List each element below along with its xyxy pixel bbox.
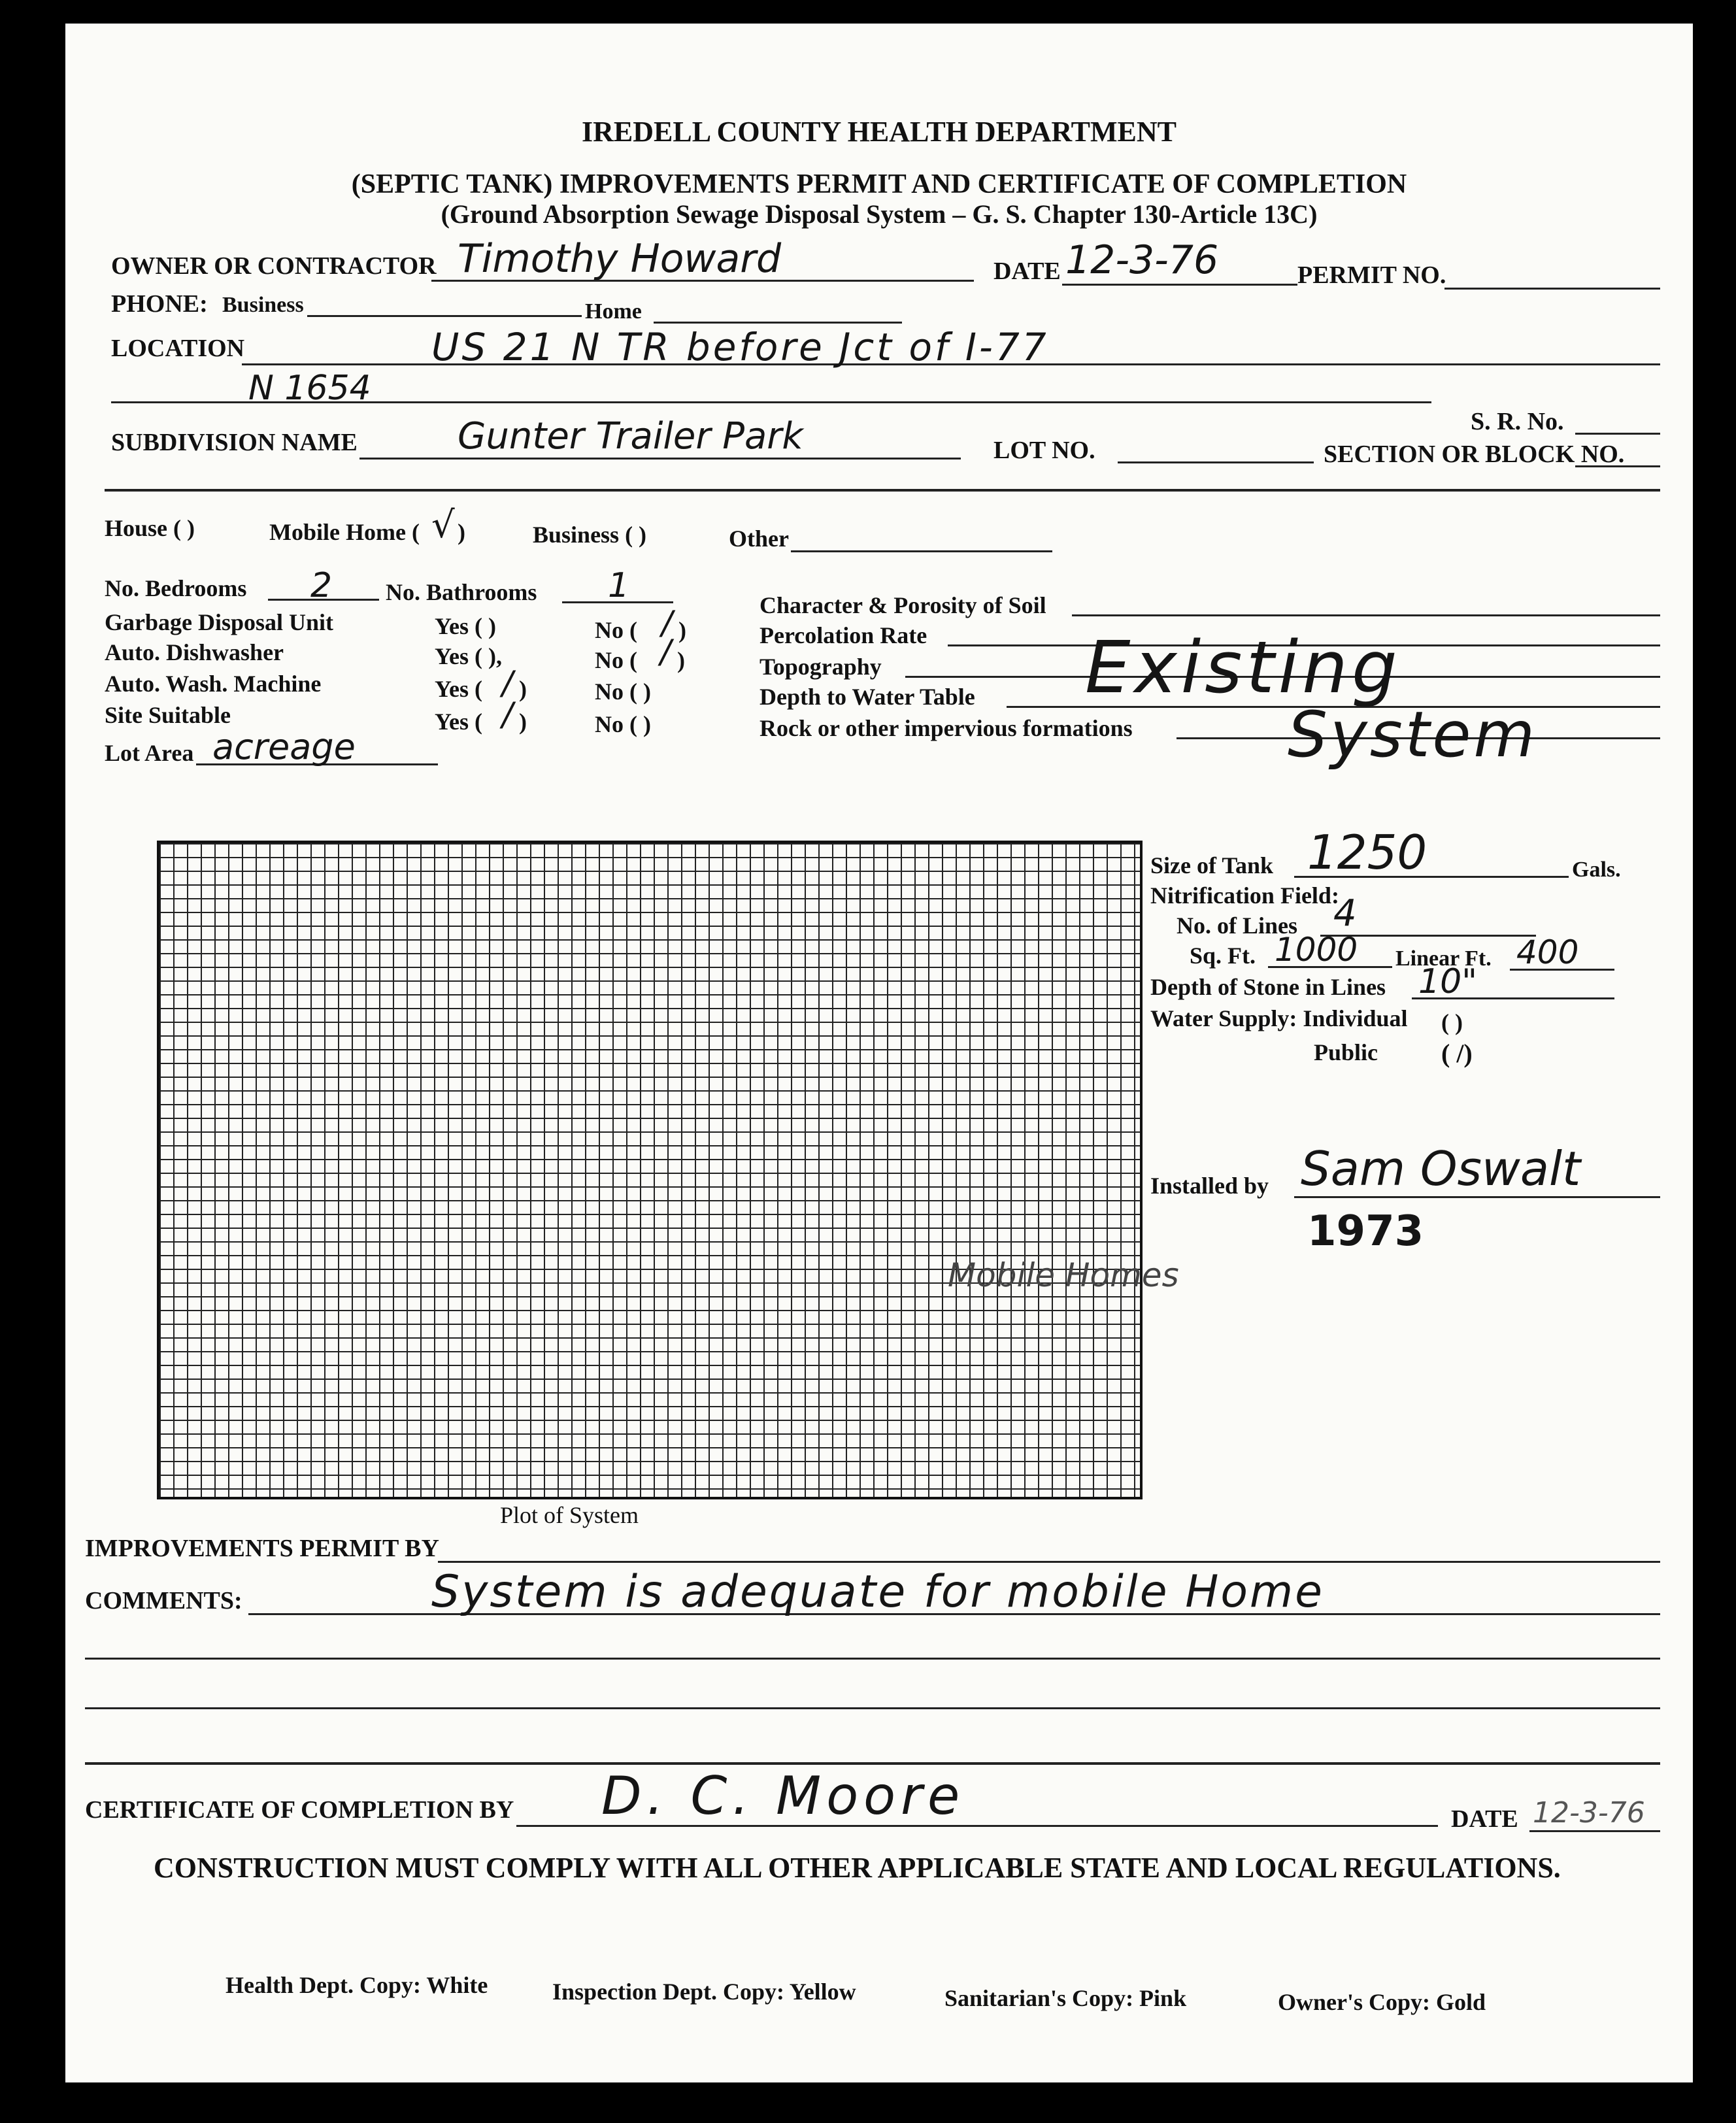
gals-label: Gals. xyxy=(1572,858,1621,882)
installed-by-label: Installed by xyxy=(1150,1173,1269,1199)
location-underline-2 xyxy=(111,401,1431,403)
bedrooms-value[interactable]: 2 xyxy=(310,566,333,605)
business-checkbox[interactable]: Business ( ) xyxy=(533,522,647,548)
garbage-no-mark[interactable]: / xyxy=(661,604,673,642)
water-table-label: Depth to Water Table xyxy=(760,684,975,710)
plot-caption: Plot of System xyxy=(500,1502,639,1528)
mobile-home-close: ) xyxy=(458,519,465,545)
form-subtitle: (Ground Absorption Sewage Disposal System – G. S. Chapter 130-Article 13C) xyxy=(441,199,1318,229)
water-supply-label: Water Supply: Individual xyxy=(1150,1005,1408,1031)
certificate-label: CERTIFICATE OF COMPLETION BY xyxy=(85,1796,514,1824)
dishwasher-no: No ( xyxy=(595,647,637,673)
dishwasher-yes[interactable]: Yes ( ), xyxy=(435,643,502,669)
topography-label: Topography xyxy=(760,654,882,680)
rock-formations-label: Rock or other impervious formations xyxy=(760,715,1133,741)
certificate-date-underline xyxy=(1529,1830,1660,1832)
bathrooms-value[interactable]: 1 xyxy=(608,566,630,605)
phone-home-label: Home xyxy=(585,299,642,324)
garbage-yes[interactable]: Yes ( ) xyxy=(435,613,496,639)
mobile-home-label: Mobile Home ( xyxy=(269,519,420,545)
comments-underline-3[interactable] xyxy=(85,1707,1660,1709)
water-public-checkbox[interactable]: ( /) xyxy=(1441,1039,1473,1068)
comments-underline-2[interactable] xyxy=(85,1658,1660,1660)
phone-label: PHONE: xyxy=(111,290,208,318)
form-title: (SEPTIC TANK) IMPROVEMENTS PERMIT AND CERTIFICATE OF COMPLETION xyxy=(351,169,1407,199)
comments-value[interactable]: System is adequate for mobile Home xyxy=(431,1566,1325,1618)
site-suitable-yes: Yes ( xyxy=(435,709,482,735)
garbage-disposal-label: Garbage Disposal Unit xyxy=(105,609,334,635)
sqft-value[interactable]: 1000 xyxy=(1275,931,1358,969)
certificate-date-value[interactable]: 12-3-76 xyxy=(1533,1796,1645,1830)
sr-no-label: S. R. No. xyxy=(1471,408,1564,435)
dishwasher-no-mark[interactable]: / xyxy=(660,633,671,671)
plot-grid[interactable] xyxy=(157,841,1143,1499)
nitrification-label: Nitrification Field: xyxy=(1150,882,1339,909)
stone-depth-label: Depth of Stone in Lines xyxy=(1150,974,1386,1000)
section-label: SECTION OR BLOCK NO. xyxy=(1324,441,1625,468)
house-checkbox[interactable]: House ( ) xyxy=(105,515,195,541)
water-public-label: Public xyxy=(1314,1039,1378,1065)
lot-area-label: Lot Area xyxy=(105,740,194,766)
improvements-permit-field[interactable] xyxy=(438,1561,1660,1563)
soil-handwritten-system: System xyxy=(1288,698,1537,771)
permit-no-underline[interactable] xyxy=(1444,288,1660,290)
lot-no-field[interactable] xyxy=(1118,461,1314,463)
sqft-label: Sq. Ft. xyxy=(1190,943,1256,969)
installed-by-underline xyxy=(1294,1196,1660,1198)
site-suitable-label: Site Suitable xyxy=(105,702,231,728)
certificate-signature[interactable]: D. C. Moore xyxy=(601,1765,965,1826)
garbage-no: No ( xyxy=(595,617,637,643)
stone-depth-value[interactable]: 10" xyxy=(1418,962,1478,1001)
wash-machine-yes-mark[interactable]: / xyxy=(502,664,513,702)
linear-ft-label: Linear Ft. xyxy=(1395,946,1492,971)
copy-health-dept: Health Dept. Copy: White xyxy=(225,1972,488,1998)
comments-label: COMMENTS: xyxy=(85,1587,242,1614)
soil-character-field[interactable] xyxy=(1072,614,1660,616)
location-value-2[interactable]: N 1654 xyxy=(248,369,371,408)
site-suitable-yes-mark[interactable]: / xyxy=(502,695,513,733)
date-underline xyxy=(1062,284,1297,286)
copy-sanitarian: Sanitarian's Copy: Pink xyxy=(944,1985,1187,2011)
phone-home-field[interactable] xyxy=(654,322,902,324)
site-suitable-no[interactable]: No ( ) xyxy=(595,711,651,737)
copy-owner: Owner's Copy: Gold xyxy=(1278,1989,1486,2015)
compliance-notice: CONSTRUCTION MUST COMPLY WITH ALL OTHER APPLICABLE STATE AND LOCAL REGULATIONS. xyxy=(154,1852,1561,1884)
lot-no-label: LOT NO. xyxy=(993,437,1095,464)
garbage-no-close: ) xyxy=(678,617,686,643)
dishwasher-no-close: ) xyxy=(677,647,685,673)
sr-no-field[interactable] xyxy=(1575,433,1660,435)
dishwasher-label: Auto. Dishwasher xyxy=(105,639,284,665)
wash-machine-label: Auto. Wash. Machine xyxy=(105,671,322,697)
lines-value[interactable]: 4 xyxy=(1333,892,1357,935)
other-field[interactable] xyxy=(791,550,1052,552)
other-label: Other xyxy=(729,526,789,552)
tank-size-value[interactable]: 1250 xyxy=(1307,825,1427,880)
plot-note: Mobile Homes xyxy=(948,1256,1179,1294)
lot-area-value[interactable]: acreage xyxy=(212,726,356,767)
location-value-1[interactable]: US 21 N TR before Jct of I-77 xyxy=(431,325,1049,369)
permit-no-label: PERMIT NO. xyxy=(1297,261,1446,289)
installed-year[interactable]: 1973 xyxy=(1307,1207,1424,1256)
installed-by-value[interactable]: Sam Oswalt xyxy=(1301,1141,1581,1196)
phone-business-label: Business xyxy=(222,293,304,317)
wash-machine-yes-close: ) xyxy=(519,676,527,702)
subdivision-value[interactable]: Gunter Trailer Park xyxy=(458,415,803,458)
lines-label: No. of Lines xyxy=(1177,912,1298,939)
tank-size-label: Size of Tank xyxy=(1150,852,1274,878)
certificate-date-label: DATE xyxy=(1451,1805,1518,1833)
bathrooms-label: No. Bathrooms xyxy=(386,579,537,605)
phone-business-field[interactable] xyxy=(307,315,582,317)
divider-1 xyxy=(105,489,1660,492)
section-field[interactable] xyxy=(1575,465,1660,467)
soil-handwritten-existing: Existing xyxy=(1085,626,1401,709)
owner-value[interactable]: Timothy Howard xyxy=(458,236,782,282)
date-label: DATE xyxy=(993,258,1061,285)
bedrooms-label: No. Bedrooms xyxy=(105,575,247,601)
wash-machine-no[interactable]: No ( ) xyxy=(595,678,651,705)
department-title: IREDELL COUNTY HEALTH DEPARTMENT xyxy=(582,116,1177,148)
copy-inspection-dept: Inspection Dept. Copy: Yellow xyxy=(552,1979,856,2005)
mobile-home-mark[interactable]: √ xyxy=(431,504,455,546)
subdivision-underline xyxy=(359,458,961,460)
percolation-rate-label: Percolation Rate xyxy=(760,622,927,648)
soil-character-label: Character & Porosity of Soil xyxy=(760,592,1046,618)
water-individual-checkbox[interactable]: ( ) xyxy=(1441,1009,1463,1035)
owner-label: OWNER OR CONTRACTOR xyxy=(111,252,437,280)
location-label: LOCATION xyxy=(111,335,245,362)
site-suitable-yes-close: ) xyxy=(519,709,527,735)
improvements-permit-label: IMPROVEMENTS PERMIT BY xyxy=(85,1535,439,1562)
date-value[interactable]: 12-3-76 xyxy=(1065,237,1219,283)
linear-ft-value[interactable]: 400 xyxy=(1516,933,1579,971)
permit-form xyxy=(65,24,1693,2082)
divider-2 xyxy=(85,1762,1660,1765)
wash-machine-yes: Yes ( xyxy=(435,676,482,702)
subdivision-label: SUBDIVISION NAME xyxy=(111,429,358,456)
